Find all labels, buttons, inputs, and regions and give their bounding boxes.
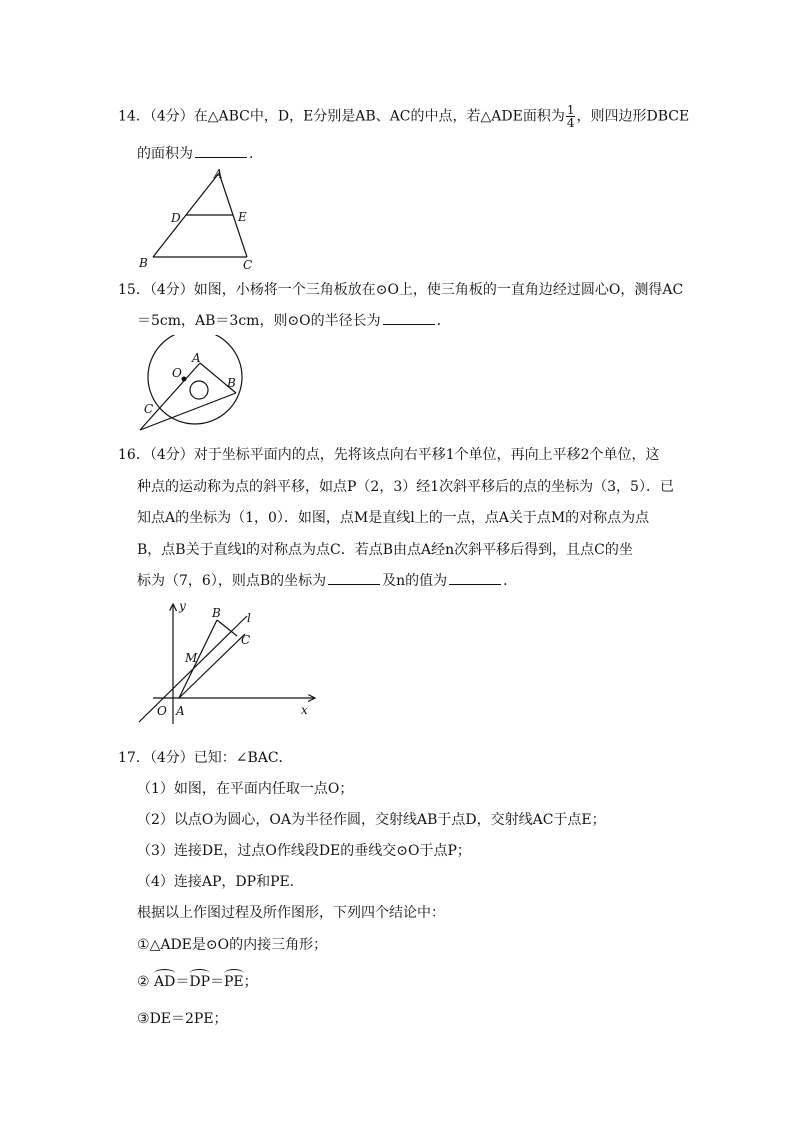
q14-text-prefix: 14．（4分）在△ABC中，D，E分别是AB、AC的中点，若△ADE面积为 <box>118 108 565 125</box>
q16-line3: 知点A的坐标为（1，0）．如图，点M是直线l上的一点，点A关于点M的对称点为点 <box>137 510 650 526</box>
q15-line2-suffix: ． <box>436 313 451 329</box>
q16-segment-ac <box>179 634 245 698</box>
q14-text-suffix: ，则四边形DBCE <box>576 108 690 125</box>
q14-line2-suffix: ． <box>249 146 263 162</box>
q17-c1-num: ① <box>137 937 150 953</box>
q17-c2-end: ； <box>243 974 258 990</box>
q17-conclusion-2 <box>137 973 258 991</box>
q16-label-y: y <box>179 599 186 613</box>
q14-label-d: D <box>171 211 181 225</box>
q16-label-a: A <box>176 704 185 718</box>
q16-label-c: C <box>241 633 251 647</box>
q15-line1: 15．（4分）如图，小杨将一个三角板放在⊙O上，使三角板的一直角边经过圆心O，测得AC <box>118 282 684 298</box>
q14-frac-den: 4 <box>566 116 575 130</box>
q15-circle-figure <box>135 335 250 435</box>
q15-label-o: O <box>172 366 182 380</box>
q16-answer-blank-b[interactable] <box>328 572 380 585</box>
q14-label-c: C <box>243 258 253 272</box>
q17-intro: 根据以上作图过程及所作图形，下列四个结论中： <box>137 905 445 921</box>
q17-line1: 17．（4分）已知：∠BAC． <box>118 750 293 766</box>
q16-line2: 种点的运动称为点的斜平移，如点P（2，3）经1次斜平移后的点的坐标为（3，5）．已 <box>137 479 674 495</box>
q17-c2-eq2: ＝ <box>210 974 225 990</box>
q16-line1: 16．（4分）对于坐标平面内的点，先将该点向右平移1个单位，再向上平移2个单位，这 <box>118 447 660 463</box>
q16-label-l: l <box>247 611 251 625</box>
q14-triangle-figure <box>135 165 265 275</box>
q16-label-m: M <box>185 651 198 665</box>
q16-line5 <box>137 572 517 590</box>
q17-c1-text: △ADE是⊙O的内接三角形； <box>149 937 328 953</box>
q14-label-a: A <box>214 167 223 181</box>
q14-line2-prefix: 的面积为 <box>137 146 193 162</box>
q17-step1: （1）如图，在平面内任取一点O； <box>137 781 354 797</box>
q14-label-e: E <box>238 210 247 224</box>
q16-coordinate-figure <box>135 598 325 726</box>
q17-arc-ad: AD <box>154 974 176 990</box>
q15-ruler-edge-ac <box>140 363 200 430</box>
q17-step3: （3）连接DE，过点O作线段DE的垂线交⊙O于点P； <box>137 843 471 859</box>
q16-label-b: B <box>212 606 221 620</box>
q15-label-c: C <box>144 402 154 416</box>
q15-ruler-edge-bc <box>140 393 236 430</box>
q15-center-dot <box>182 377 187 382</box>
q17-c2-num: ② <box>137 974 150 990</box>
q16-label-x: x <box>301 703 308 717</box>
q17-step2: （2）以点O为圆心，OA为半径作圆，交射线AB于点D，交射线AC于点E； <box>137 812 606 828</box>
q16-line5-prefix: 标为（7，6），则点B的坐标为 <box>137 573 327 589</box>
q17-arc-pe: PE <box>224 974 244 990</box>
q17-c3-num: ③ <box>137 1011 150 1027</box>
q15-label-a: A <box>192 351 201 365</box>
q15-line2 <box>137 312 451 330</box>
q16-line5-mid: 及n的值为 <box>382 573 448 589</box>
q14-answer-blank[interactable] <box>195 145 247 158</box>
q15-ruler-hole <box>190 381 208 399</box>
q17-conclusion-1 <box>137 936 327 954</box>
q14-line2 <box>137 145 263 163</box>
q14-label-b: B <box>139 256 148 270</box>
q16-answer-blank-n[interactable] <box>449 572 501 585</box>
q14-fraction <box>566 104 576 129</box>
q17-conclusion-3 <box>137 1010 228 1028</box>
q17-step4: （4）连接AP，DP和PE． <box>137 874 304 890</box>
q14-line1 <box>118 104 689 129</box>
q15-label-b: B <box>227 376 236 390</box>
q17-c2-eq1: ＝ <box>175 974 190 990</box>
q14-frac-num: 1 <box>566 103 575 117</box>
q16-label-o: O <box>157 704 167 718</box>
q15-answer-blank[interactable] <box>383 312 435 325</box>
q17-c3-text: DE＝2PE； <box>149 1011 228 1027</box>
q15-line2-prefix: ＝5cm，AB＝3cm，则⊙O的半径长为 <box>137 313 381 329</box>
q16-line5-suffix: ． <box>503 573 518 589</box>
q16-line4: B，点B关于直线l的对称点为点C．若点B由点A经n次斜平移后得到，且点C的坐 <box>137 542 633 558</box>
q17-arc-dp: DP <box>189 974 211 990</box>
